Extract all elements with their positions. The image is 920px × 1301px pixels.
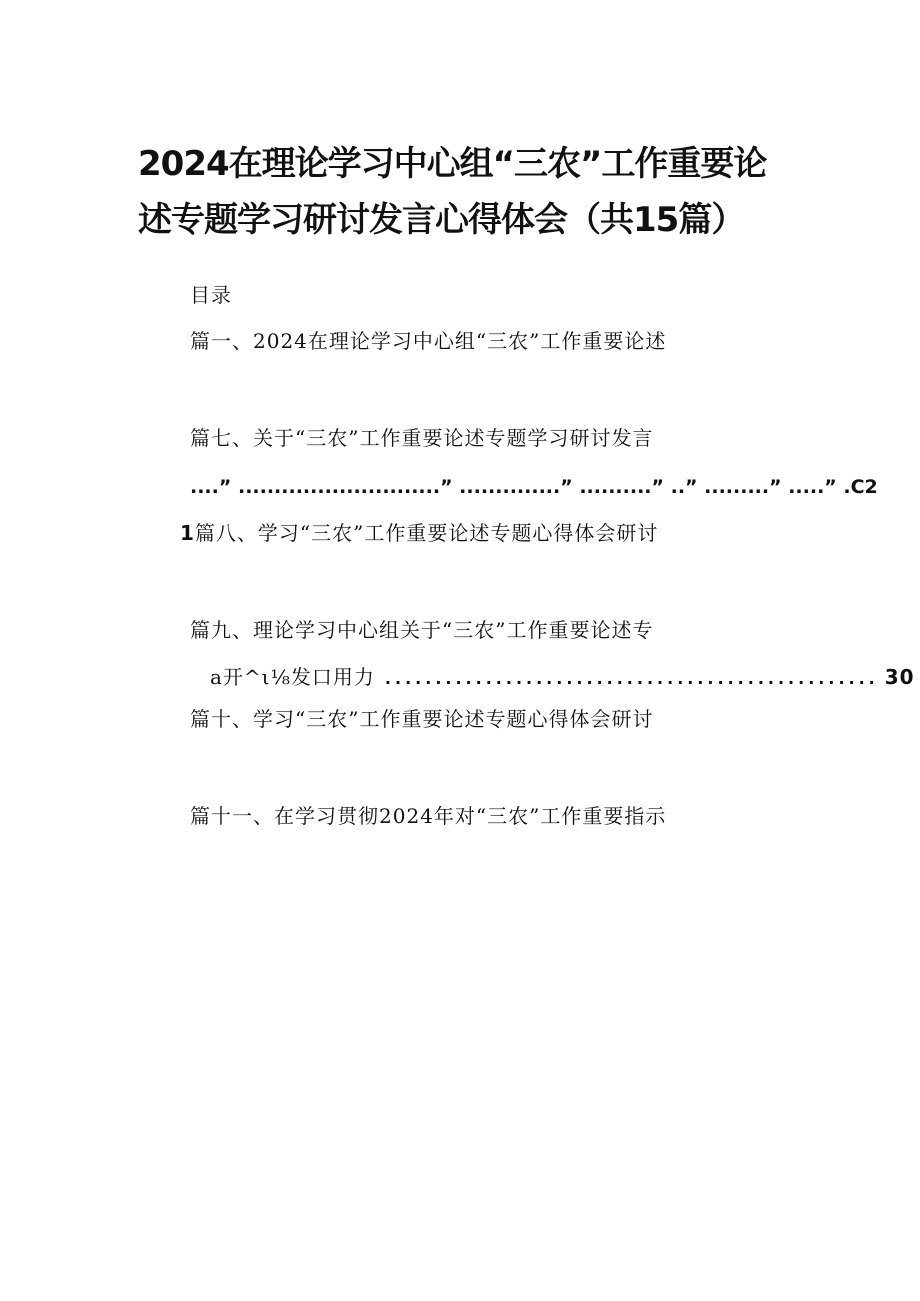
toc-entry-8-page-fragment: 1 [180,521,195,545]
toc-entry-8-text: 篇八、学习“三农”工作重要论述专题心得体会研讨 [194,521,659,545]
toc-entry-10[interactable]: 篇十、学习“三农”工作重要论述专题心得体会研讨 [190,707,654,731]
toc-entry-9-continuation-text: a开^ι⅛发口用力 [210,665,375,689]
toc-dot-leader-line: ....” ............................” ..............” ..........” ..” .........” .....” .C2 [190,476,878,498]
toc-entry-11[interactable]: 篇十一、在学习贯彻2024年对“三农”工作重要指示 [190,804,667,828]
toc-entry-9-continuation[interactable] [210,664,915,692]
toc-entry-8[interactable] [180,520,658,546]
toc-entry-1[interactable]: 篇一、2024在理论学习中心组“三农”工作重要论述 [190,329,667,353]
toc-entry-9[interactable]: 篇九、理论学习中心组关于“三农”工作重要论述专 [190,618,654,642]
toc-page-number: 30 [884,665,915,689]
toc-heading: 目录 [190,283,232,307]
document-title-line-2: 述专题学习研讨发言心得体会（共15篇） [138,200,745,240]
toc-entry-7[interactable]: 篇七、关于“三农”工作重要论述专题学习研讨发言 [190,426,654,450]
toc-dot-leader: ................................................. [384,669,879,688]
document-title-line-1: 2024在理论学习中心组“三农”工作重要论 [138,144,767,184]
